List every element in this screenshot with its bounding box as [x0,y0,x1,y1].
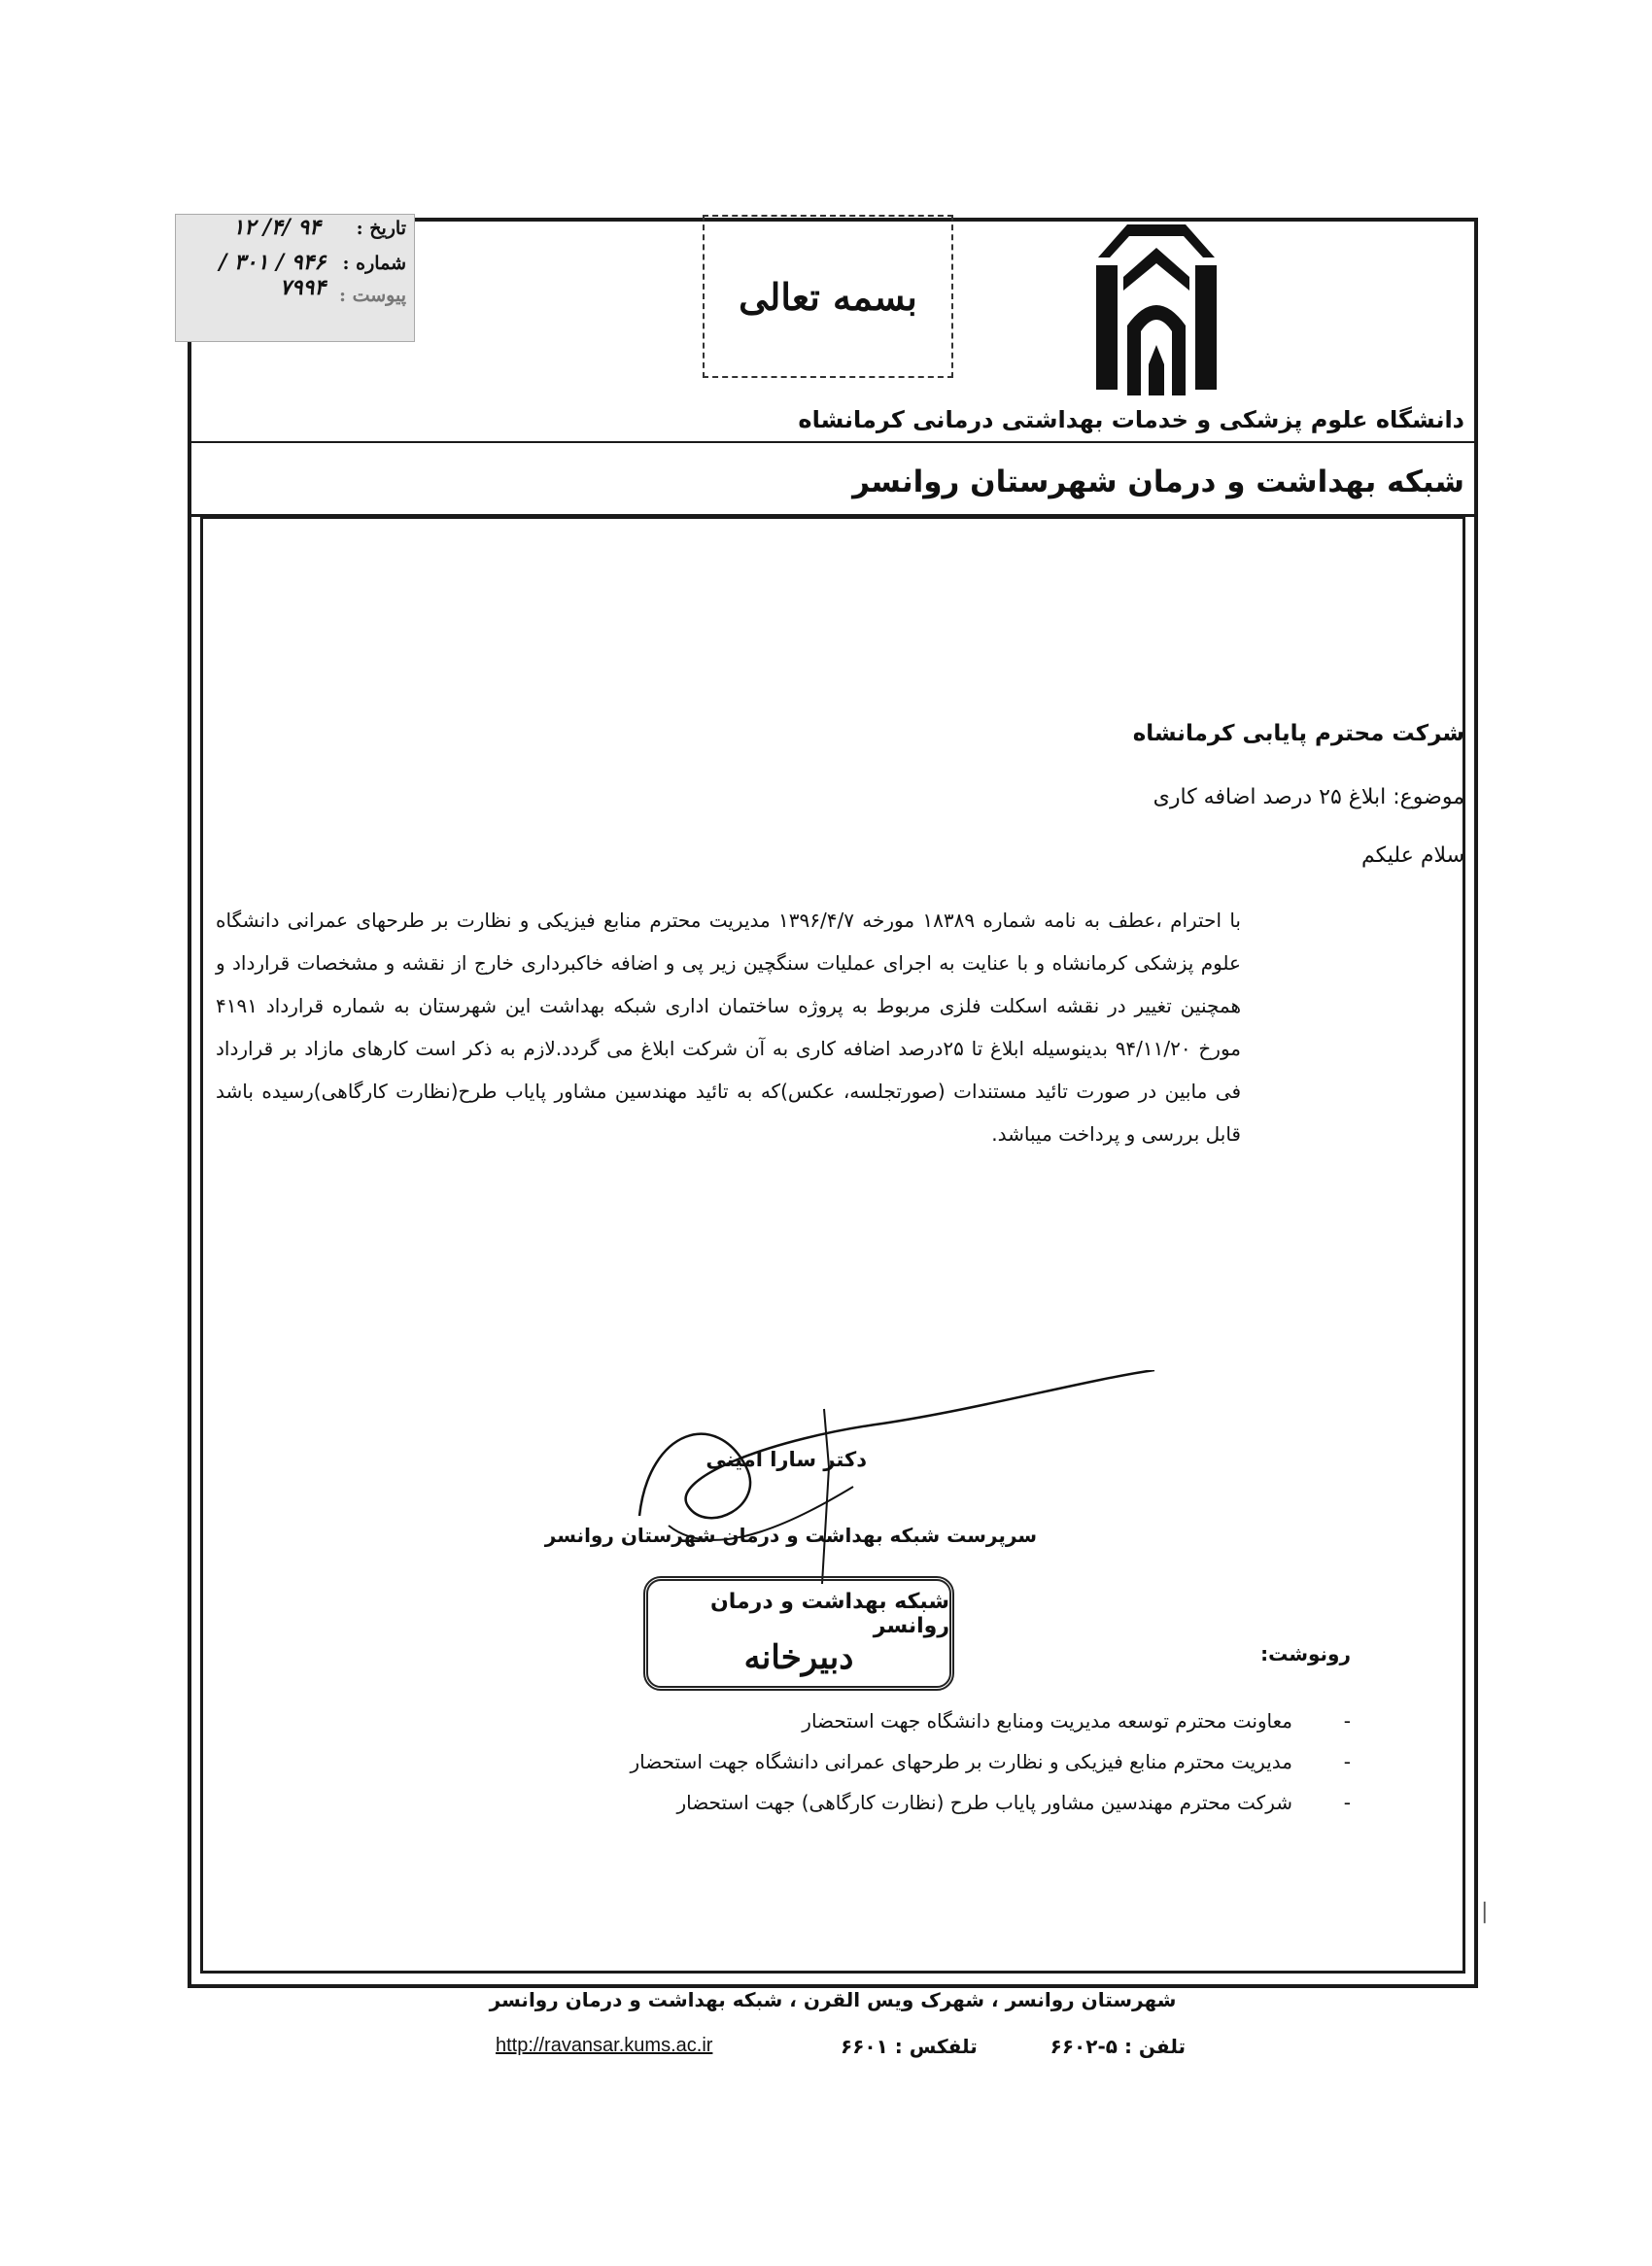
margin-mark: | [1481,1900,1489,1924]
cc-item [379,1741,1351,1782]
bismillah-box [703,215,953,378]
date-value: ۹۴ /۴/ ۱۲ [232,215,321,240]
cc-dash: - [1343,1791,1351,1814]
attachment-label: پیوست : [338,285,406,306]
letter-body: با احترام ،عطف به نامه شماره ۱۸۳۸۹ مورخه ۱۳۹۶/۴/۷ مدیریت محترم منابع فیزیکی و نظارت بر طرحهای عمرانی دانشگاه علوم پزشکی کرمانشاه و با عنایت به اجرای عملیات سنگچین زیر پی و اضافه خاکبرداری خارج از نقشه و مشخصات قرارداد و همچنین تغییر در نقشه اسکلت فلزی مربوط به پروژه ساختمان اداری شبکه بهداشت این شهرستان به شماره قرارداد ۴۱۹۱ مورخ ۹۴/۱۱/۲۰ بدینوسیله ابلاغ تا ۲۵درصد اضافه کاری به آن شرکت ابلاغ می گردد.لازم به ذکر است کارهای مازاد بر قرارداد فی مابین در صورت تائید مستندات (صورتجلسه، عکس)که به تائید مهندسین مشاور پایاب طرح(نظارت کارگاهی)رسیده باشد قابل بررسی و پرداخت میباشد. [216,909,1242,1146]
date-label: تاریخ : [356,218,406,239]
signatory-name: دکتر سارا امینی [706,1448,867,1471]
cc-heading: رونوشت: [1260,1642,1351,1665]
stamp-line-2: دبیرخانه [743,1638,854,1677]
network-name: شبکه بهداشت و درمان شهرستان روانسر [852,464,1464,499]
meta-box [175,214,415,342]
footer-address: شهرستان روانسر ، شهرک ویس القرن ، شبکه بهداشت و درمان روانسر [489,1988,1177,2011]
signature-scribble [630,1370,1174,1584]
cc-dash: - [1343,1709,1351,1733]
header-rule-2 [188,514,1478,517]
number-value: ۹۴۶ / ۳۰۱ / ۷۹۹۴ [219,250,327,300]
university-name: دانشگاه علوم پزشکی و خدمات بهداشتی درمانی کرمانشاه [798,406,1464,433]
cc-list [379,1700,1351,1823]
signatory-title: سرپرست شبکه بهداشت و درمان شهرستان روانسر [544,1524,1037,1547]
footer-fax: تلفکس : ۶۶۰۱ [841,2035,978,2058]
stamp-line-1: شبکه بهداشت و درمان روانسر [710,1590,949,1638]
recipient: شرکت محترم پایابی کرمانشاه [1132,721,1464,746]
cc-item-text: معاونت محترم توسعه مدیریت ومنابع دانشگاه جهت استحضار [802,1709,1292,1733]
footer-phone: تلفن : ۵-۶۶۰۲ [1050,2035,1186,2058]
date-row [176,215,414,250]
number-label: شماره : [342,253,406,274]
cc-item [379,1782,1351,1823]
cc-dash: - [1343,1750,1351,1773]
subject-line: موضوع: ابلاغ ۲۵ درصد اضافه کاری [1153,785,1464,809]
footer-contact-row [496,2031,1186,2070]
header-rule-1 [188,441,1478,443]
greeting: سلام علیکم [1360,843,1464,868]
cc-item-text: مدیریت محترم منابع فیزیکی و نظارت بر طرحهای عمرانی دانشگاه جهت استحضار [630,1750,1292,1773]
secretariat-stamp [643,1576,954,1691]
website-link[interactable]: http://ravansar.kums.ac.ir [496,2035,713,2056]
cc-item [379,1700,1351,1741]
bismillah-text: بسمه تعالی [739,274,917,319]
university-logo-icon [1088,219,1224,403]
cc-item-text: شرکت محترم مهندسین مشاور پایاب طرح (نظارت کارگاهی) جهت استحضار [676,1791,1292,1814]
